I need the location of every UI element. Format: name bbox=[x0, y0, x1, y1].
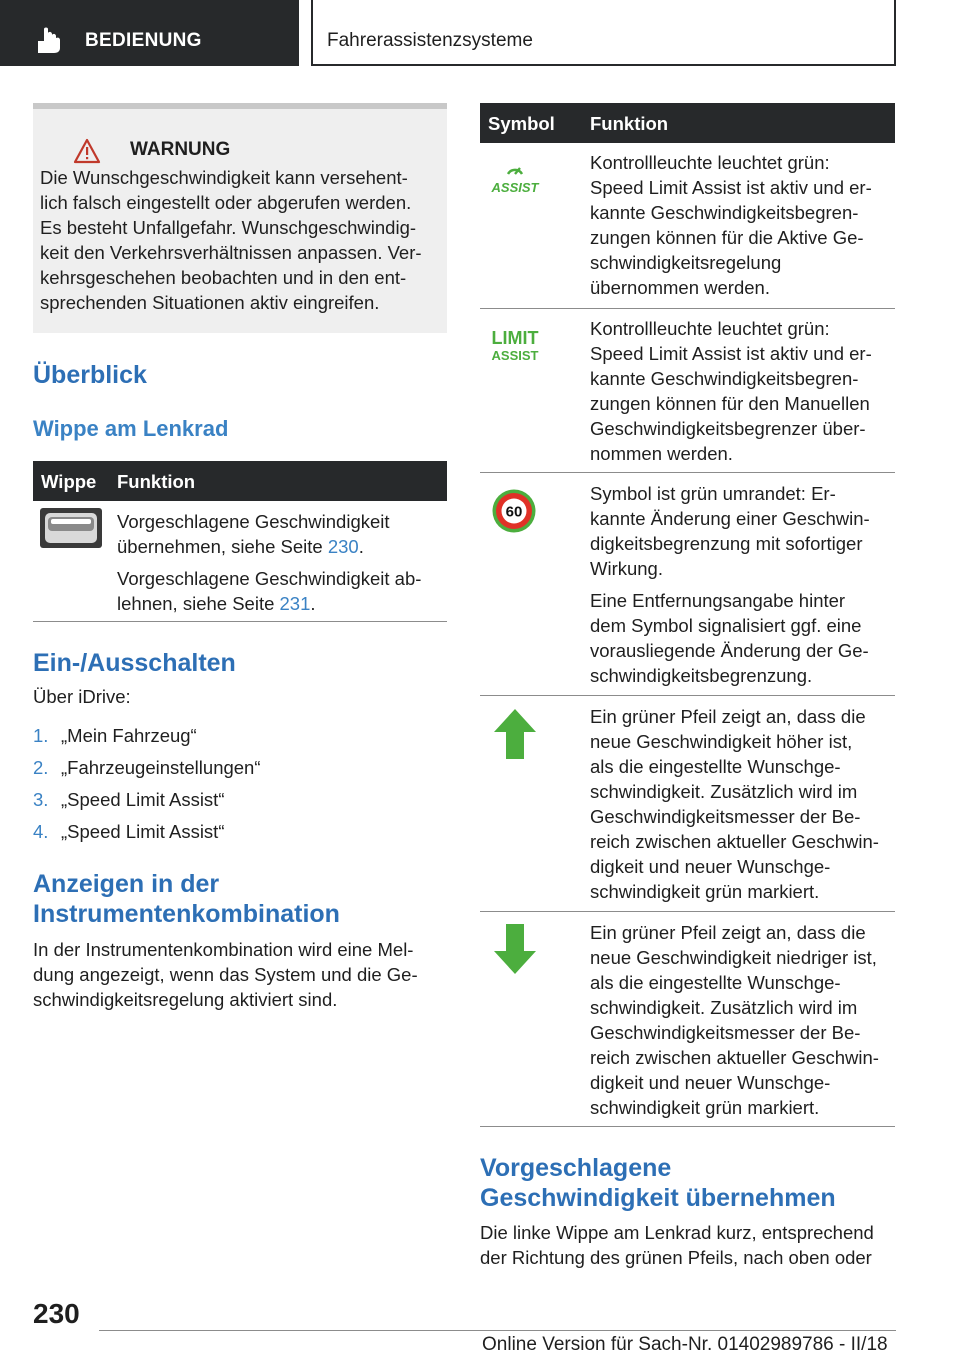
row-divider bbox=[480, 1126, 895, 1127]
symbol-function-text: Ein grüner Pfeil zeigt an, dass die neue Geschwindigkeit niedriger ist, als die eingestellte Wunschge- schwindigkeit. Zusätzlich wird im Geschwindigkeitsmesser der Be- reich zwischen aktueller Geschwin- digkeit und neuer Wunschge- schwindigkeit grün markiert. bbox=[590, 922, 879, 1118]
chapter-label: Fahrerassistenzsysteme bbox=[327, 30, 533, 51]
chapter-header bbox=[311, 0, 896, 66]
section-label: BEDIENUNG bbox=[85, 30, 202, 51]
display-heading: Anzeigen in der Instrumentenkombination bbox=[33, 870, 340, 928]
svg-text:60: 60 bbox=[505, 503, 523, 521]
list-item: 3. „Speed Limit Assist“ bbox=[33, 789, 225, 810]
symbol-function-text: Ein grüner Pfeil zeigt an, dass die neue Geschwindigkeit höher ist, als die eingestellte Wunschge- schwindigkeit. Zusätzlich wird im Geschwindigkeitsmesser der Be- reich zwischen aktueller Geschwin- digkeit und neuer Wunschge- schwindigkeit grün markiert. bbox=[590, 706, 879, 902]
footer-divider bbox=[99, 1330, 896, 1331]
warning-box bbox=[33, 103, 447, 333]
row-divider bbox=[480, 472, 895, 473]
row-divider bbox=[480, 308, 895, 309]
accept-text: Die linke Wippe am Lenkrad kurz, entsprechend der Richtung des grünen Pfeils, nach oben oder bbox=[480, 1222, 874, 1268]
warning-text: Die Wunschgeschwindigkeit kann versehent- lich falsch eingestellt oder abgerufen werden. Es besteht Unfallgefahr. Wunschgeschwindig- keit den Verkehrsverhältnissen anpassen. Ver- kehrsgeschehen beobachten und in den ent- sprechenden Situationen aktiv eingreifen. bbox=[40, 167, 422, 313]
list-item: 2. „Fahrzeugeinstellungen“ bbox=[33, 757, 261, 778]
row-divider bbox=[480, 695, 895, 696]
overview-heading: Überblick bbox=[33, 361, 147, 389]
rocker-function-text: Vorgeschlagene Geschwindigkeit übernehmen, siehe Seite 230. Vorgeschlagene Geschwindigkeit ab- lehnen, siehe Seite 231. bbox=[117, 511, 422, 614]
row-divider bbox=[33, 621, 447, 622]
list-item: 1. „Mein Fahrzeug“ bbox=[33, 725, 197, 746]
assist-indicator-icon bbox=[490, 160, 540, 196]
footer-text: Online Version für Sach-Nr. 01402989786 - II/18 bbox=[482, 1334, 888, 1355]
limit-assist-indicator-icon bbox=[488, 326, 542, 364]
page-link-230[interactable]: 230 bbox=[327, 536, 359, 557]
page-link-231[interactable]: 231 bbox=[279, 593, 311, 614]
warning-title: WARNUNG bbox=[130, 139, 231, 160]
svg-text:ASSIST: ASSIST bbox=[491, 348, 539, 363]
display-text: In der Instrumentenkombination wird eine Mel- dung angezeigt, wenn das System und die Ge- schwindigkeitsregelung aktiviert sind. bbox=[33, 939, 418, 1010]
section-tab bbox=[0, 0, 299, 66]
warning-triangle-icon bbox=[73, 138, 101, 164]
svg-text:ASSIST: ASSIST bbox=[491, 180, 539, 195]
symbol-function-text: Kontrollleuchte leuchtet grün: Speed Limit Assist ist aktiv und er- kannte Geschwindigkeitsbegren- zungen können für die Aktive Ge- schwindigkeitsregelung übernommen werden. bbox=[590, 152, 872, 298]
accept-heading: Vorgeschlagene Geschwindigkeit übernehmen bbox=[480, 1154, 836, 1212]
row-divider bbox=[480, 911, 895, 912]
arrow-down-icon bbox=[493, 923, 537, 975]
list-item: 4. „Speed Limit Assist“ bbox=[33, 821, 225, 842]
symbol-function-text: Symbol ist grün umrandet: Er- kannte Änderung einer Geschwin- digkeitsbegrenzung mit sofortiger Wirkung. Eine Entfernungsangabe hinter dem Symbol signalisiert ggf. eine vorausliegende Änderung der Ge- schwindigkeitsbegrenzung. bbox=[590, 483, 870, 686]
onoff-heading: Ein-/Ausschalten bbox=[33, 649, 236, 677]
hand-pointer-icon bbox=[34, 27, 68, 57]
symbol-table-header: Symbol Funktion bbox=[480, 103, 895, 143]
onoff-intro: Über iDrive: bbox=[33, 686, 131, 707]
symbol-function-text: Kontrollleuchte leuchtet grün: Speed Limit Assist ist aktiv und er- kannte Geschwindigkeitsbegren- zungen können für den Manuellen Geschwindigkeitsbegrenzer über- nommen werden. bbox=[590, 318, 872, 464]
rocker-subheading: Wippe am Lenkrad bbox=[33, 416, 229, 441]
page-number: 230 bbox=[33, 1298, 80, 1329]
speed-limit-sign-icon bbox=[491, 488, 537, 534]
arrow-up-icon bbox=[493, 708, 537, 760]
svg-text:LIMIT: LIMIT bbox=[491, 328, 539, 348]
steering-rocker-icon bbox=[39, 507, 103, 549]
rocker-table-header: Wippe Funktion bbox=[33, 461, 447, 501]
